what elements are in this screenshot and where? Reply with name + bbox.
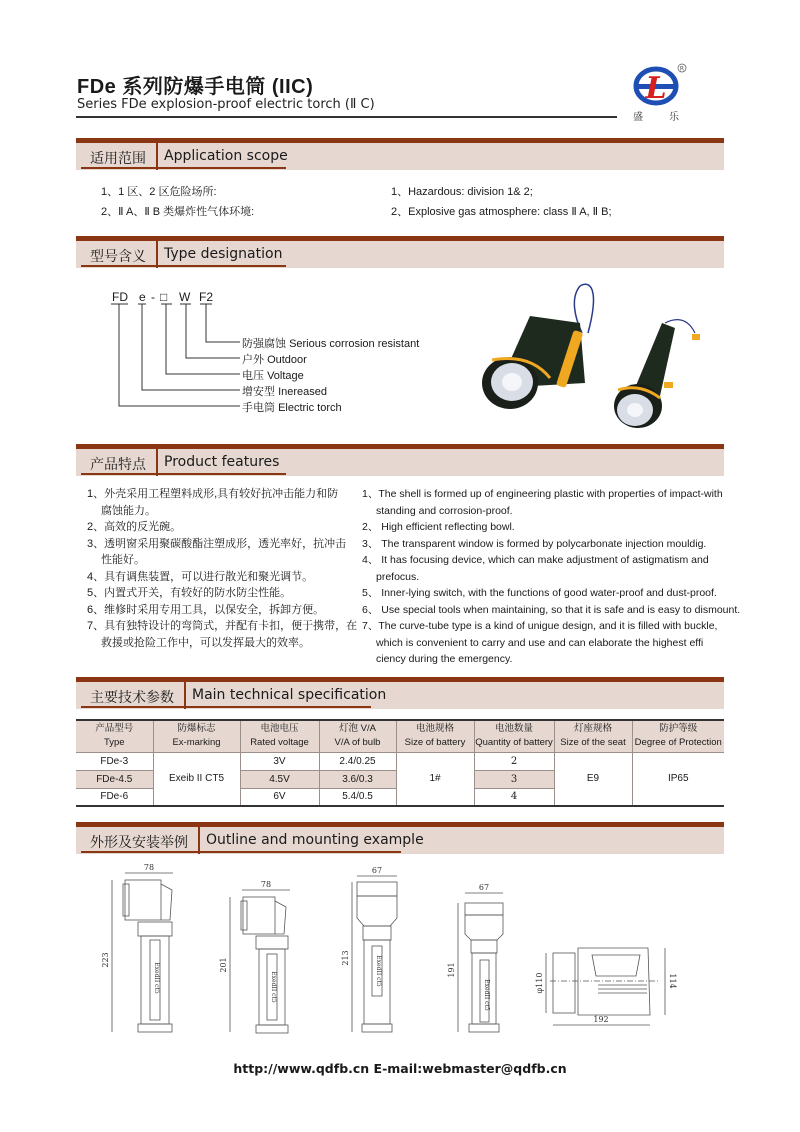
designation-label-fd — [242, 399, 342, 415]
section-divider — [156, 143, 158, 170]
code-fd: FD — [112, 290, 128, 304]
section-title-cn: 产品特点 — [90, 456, 146, 472]
feature-en-item-cont: prefocus. — [376, 570, 420, 583]
features-en-list — [362, 486, 741, 668]
spec-table — [76, 719, 724, 807]
cell-quantity: 4 — [474, 788, 554, 806]
cell-battery-size: 1# — [396, 752, 474, 806]
code-voltage-box: □ — [160, 290, 168, 304]
outline-drawings — [100, 860, 730, 1050]
footer-contact: http://www.qdfb.cn E-mail:webmaster@qdfb.cn — [233, 1061, 567, 1076]
label-en: Outdoor — [267, 354, 307, 366]
section-underline — [81, 265, 286, 267]
dim-width: 67 — [371, 866, 383, 875]
drawing-5 — [535, 948, 677, 1025]
dim-height: 223 — [101, 952, 110, 968]
section-divider — [156, 241, 158, 268]
application-en-2: 2、Explosive gas atmosphere: class Ⅱ A, Ⅱ B; — [391, 206, 612, 218]
cell-quantity: 2 — [474, 752, 554, 770]
drawing-2 — [219, 880, 290, 1033]
feature-cn-item: 3、透明窗采用聚碳酸酯注塑成形，透光率好，抗冲击 — [87, 537, 347, 550]
cell-ex-marking: Exeib II CT5 — [153, 752, 240, 806]
section-header-application — [76, 138, 724, 170]
dim-width: 67 — [478, 883, 490, 892]
title-divider — [76, 116, 617, 118]
section-underline — [81, 851, 401, 853]
section-divider — [198, 827, 200, 854]
cell-type: FDe-4.5 — [76, 770, 153, 788]
code-w: W — [179, 290, 191, 304]
marking-text: ExedII ct5 — [270, 971, 277, 1003]
drawing-1 — [101, 863, 173, 1032]
feature-cn-item-cont: 救援或抢险工作中，可以发挥最大的效率。 — [101, 636, 310, 649]
lantern-torch-image — [482, 284, 593, 409]
label-cn: 防强腐蚀 — [242, 338, 286, 350]
section-title-cn: 适用范围 — [90, 150, 146, 166]
feature-cn-item: 5、内置式开关，有较好的防水防尘性能。 — [87, 587, 292, 599]
section-title-en: Main technical specification — [192, 687, 387, 703]
section-title-en: Outline and mounting example — [206, 832, 424, 848]
feature-cn-item: 2、高效的反光碗。 — [87, 521, 182, 533]
cell-bulb: 2.4/0.25 — [319, 752, 396, 770]
cell-voltage: 4.5V — [240, 770, 319, 788]
designation-label-e — [242, 383, 327, 399]
section-title-cn: 外形及安装举例 — [90, 834, 188, 850]
label-en: Inereased — [278, 386, 327, 398]
cell-protection: IP65 — [632, 752, 724, 806]
dim-width: 78 — [260, 880, 272, 889]
section-title-en: Application scope — [164, 148, 288, 164]
label-en: Serious corrosion resistant — [289, 338, 420, 350]
section-title-cn: 主要技术参数 — [90, 689, 174, 705]
header-bulb: 灯泡 V/A V/A of bulb — [319, 720, 396, 752]
application-cn-2: 2、Ⅱ A、Ⅱ B 类爆炸性气体环境: — [101, 206, 255, 218]
feature-cn-item: 4、具有调焦装置，可以进行散光和聚光调节。 — [87, 570, 314, 583]
feature-en-item: 3、 The transparent window is formed by polycarbonate injection mouldig. — [362, 537, 707, 550]
logo-brand-left: 盛 — [633, 112, 643, 123]
dim-height: 191 — [447, 962, 456, 978]
cell-type: FDe-6 — [76, 788, 153, 806]
label-cn: 电压 — [242, 370, 264, 382]
feature-cn-item-cont: 性能好。 — [101, 554, 145, 566]
header-rated-voltage: 电池电压 Rated voltage — [240, 720, 319, 752]
page-title: FDe 系列防爆手电筒 (IIC) — [77, 76, 314, 98]
dim-diameter: φ110 — [535, 972, 544, 994]
drawing-3 — [341, 866, 397, 1032]
section-title-en: Product features — [164, 454, 280, 470]
header-seat-size: 灯座规格 Size of the seat — [554, 720, 632, 752]
label-cn: 户外 — [242, 354, 264, 366]
spec-header-row — [76, 720, 724, 752]
page-subtitle: Series FDe explosion-proof electric torch (Ⅱ C) — [77, 97, 375, 112]
header-ex-marking: 防爆标志 Ex-marking — [153, 720, 240, 752]
registered-mark: R — [679, 65, 685, 73]
dim-height: 201 — [219, 957, 228, 973]
section-underline — [81, 167, 286, 169]
feature-en-item: 6、 Use special tools when maintaining, so that it is safe and is easy to dismount. — [362, 603, 741, 616]
slim-torch-image — [614, 320, 700, 428]
cell-bulb: 5.4/0.5 — [319, 788, 396, 806]
cell-voltage: 6V — [240, 788, 319, 806]
label-en: Voltage — [267, 370, 304, 382]
feature-en-item: 4、 It has focusing device, which can make adjustment of astigmatism and — [362, 554, 709, 566]
dim-height: 114 — [668, 973, 677, 989]
logo-letter: L — [645, 71, 667, 106]
feature-cn-item-cont: 腐蚀能力。 — [101, 504, 156, 517]
label-en: Electric torch — [278, 402, 342, 414]
cell-quantity: 3 — [474, 770, 554, 788]
section-underline — [81, 706, 371, 708]
designation-label-f2 — [242, 335, 419, 351]
header-protection: 防护等级 Degree of Protection — [632, 720, 724, 752]
marking-text: ExedII ct5 — [153, 962, 160, 994]
features-cn-list — [87, 486, 358, 651]
designation-label-voltage — [242, 367, 304, 383]
section-title-en: Type designation — [164, 246, 283, 262]
feature-cn-item: 1、外壳采用工程塑料成形,具有较好抗冲击能力和防 — [87, 488, 339, 500]
feature-en-item: 5、 Inner-lying switch, with the functions of good water-proof and dust-proof. — [362, 587, 717, 599]
product-photo — [470, 278, 740, 438]
application-en-1: 1、Hazardous: division 1& 2; — [391, 186, 533, 198]
designation-leader-lines — [100, 300, 250, 412]
table-row — [76, 752, 724, 770]
brand-logo — [624, 62, 704, 126]
cell-seat: E9 — [554, 752, 632, 806]
feature-en-item: 2、 High efficient reflecting bowl. — [362, 521, 515, 533]
code-f2: F2 — [199, 290, 214, 304]
marking-text: ExedII ct5 — [375, 955, 382, 987]
cell-voltage: 3V — [240, 752, 319, 770]
cell-bulb: 3.6/0.3 — [319, 770, 396, 788]
code-dash: - — [151, 290, 155, 304]
header-battery-size: 电池规格 Size of battery — [396, 720, 474, 752]
code-e: e — [139, 290, 146, 304]
marking-text: ExedII ct5 — [483, 979, 490, 1011]
feature-en-item-cont: standing and corrosion-proof. — [376, 504, 513, 517]
header-type: 产品型号 Type — [76, 720, 153, 752]
section-divider — [184, 682, 186, 709]
feature-en-item-cont: ciency during the emergency. — [376, 653, 513, 665]
feature-cn-item: 7、具有独特设计的弯筒式，并配有卡扣，便于携带，在 — [87, 620, 358, 632]
section-title-cn: 型号含义 — [90, 248, 146, 264]
section-header-spec — [76, 677, 724, 709]
section-underline — [81, 473, 286, 475]
logo-brand-right: 乐 — [669, 112, 679, 123]
label-cn: 手电筒 — [242, 402, 275, 414]
header-battery-quantity: 电池数量 Quantity of battery — [474, 720, 554, 752]
drawing-4 — [447, 883, 503, 1032]
feature-cn-item: 6、维修时采用专用工具，以保安全，拆卸方便。 — [87, 603, 325, 616]
section-header-type — [76, 236, 724, 268]
dim-height: 213 — [341, 950, 350, 966]
feature-en-item-cont: which is convenient to carry and use and can elaborate the highest effi — [376, 636, 704, 649]
application-cn-1: 1、1 区、2 区危险场所: — [101, 186, 217, 198]
dim-length: 192 — [593, 1015, 609, 1024]
designation-label-w — [242, 351, 307, 367]
cell-type: FDe-3 — [76, 752, 153, 770]
section-header-features — [76, 444, 724, 476]
feature-en-item: 7、The curve-tube type is a kind of unigue design, and it is filled with buckle, — [362, 620, 718, 632]
section-header-outline — [76, 822, 724, 854]
feature-en-item: 1、The shell is formed up of engineering plastic with properties of impact-with — [362, 488, 723, 500]
label-cn: 增安型 — [242, 386, 275, 398]
dim-width: 78 — [143, 863, 155, 872]
section-divider — [156, 449, 158, 476]
